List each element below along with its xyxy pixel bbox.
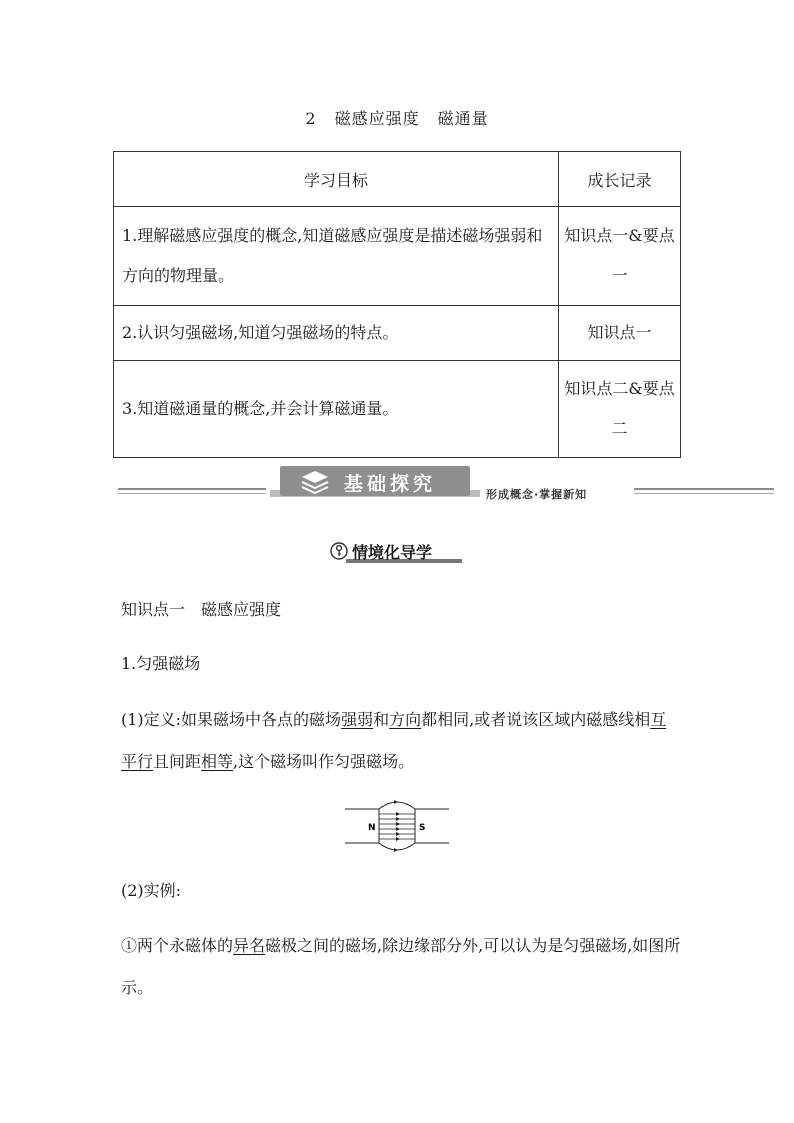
example-text: 磁极之间的磁场,除边缘部分外,可以认为是匀强磁场,如图所示。 (121, 936, 681, 997)
answer-blank: 强弱 (341, 710, 374, 729)
section-title: 情境化导学 (352, 543, 433, 562)
example-heading: (2)实例: (121, 881, 182, 900)
definition-text: 和 (373, 710, 390, 729)
banner-subtitle: 形成概念·掌握新知 (486, 488, 588, 501)
table-row (114, 361, 681, 458)
definition-text: 且间距 (153, 752, 202, 771)
table-row (114, 306, 681, 361)
definition-text: (1)定义:如果磁场中各点的磁场 (121, 710, 342, 729)
title-part-1: 磁感应强度 (334, 109, 420, 128)
banner-divider-right-thin (634, 493, 774, 494)
header-record: 成长记录 (559, 152, 681, 207)
answer-blank: 异名 (233, 936, 266, 955)
example-text: ①两个永磁体的 (121, 936, 234, 955)
knowledge-point-heading: 知识点一 磁感应强度 (121, 600, 282, 619)
answer-blank: 互平行 (121, 710, 667, 771)
banner-divider-left (118, 488, 266, 490)
table-header-row (114, 152, 681, 207)
definition-text: 都相同,或者说该区域内磁感线相 (421, 710, 651, 729)
header-goal: 学习目标 (114, 152, 559, 207)
answer-blank: 相等 (201, 752, 234, 771)
goal-cell: 1.理解磁感应强度的概念,知道磁感应强度是描述磁场强弱和方向的物理量。 (114, 207, 559, 306)
north-pole-label: N (368, 823, 376, 833)
table-row (114, 207, 681, 306)
section-number: 2 (305, 109, 317, 128)
example-paragraph (121, 925, 681, 1009)
answer-blank: 方向 (389, 710, 422, 729)
section-banner (118, 466, 774, 502)
definition-text: ,这个磁场叫作匀强磁场。 (233, 752, 415, 771)
record-cell: 知识点二&要点二 (559, 361, 681, 458)
magnet-field-figure (345, 797, 449, 855)
banner-divider-left-thin (118, 493, 266, 494)
banner-title: 基础探究 (344, 473, 437, 495)
goal-cell: 3.知道磁通量的概念,并会计算磁通量。 (114, 361, 559, 458)
record-cell: 知识点一 (559, 306, 681, 361)
definition-paragraph (121, 699, 681, 783)
learning-goals-table (113, 151, 681, 458)
record-cell: 知识点一&要点一 (559, 207, 681, 306)
layers-icon (300, 469, 330, 495)
goal-cell: 2.认识匀强磁场,知道匀强磁场的特点。 (114, 306, 559, 361)
banner-divider-right (634, 488, 774, 490)
subheading: 1.匀强磁场 (121, 654, 201, 673)
south-pole-label: S (419, 823, 426, 833)
title-part-2: 磁通量 (437, 109, 489, 128)
page-title (0, 106, 794, 129)
key-icon (330, 542, 348, 560)
